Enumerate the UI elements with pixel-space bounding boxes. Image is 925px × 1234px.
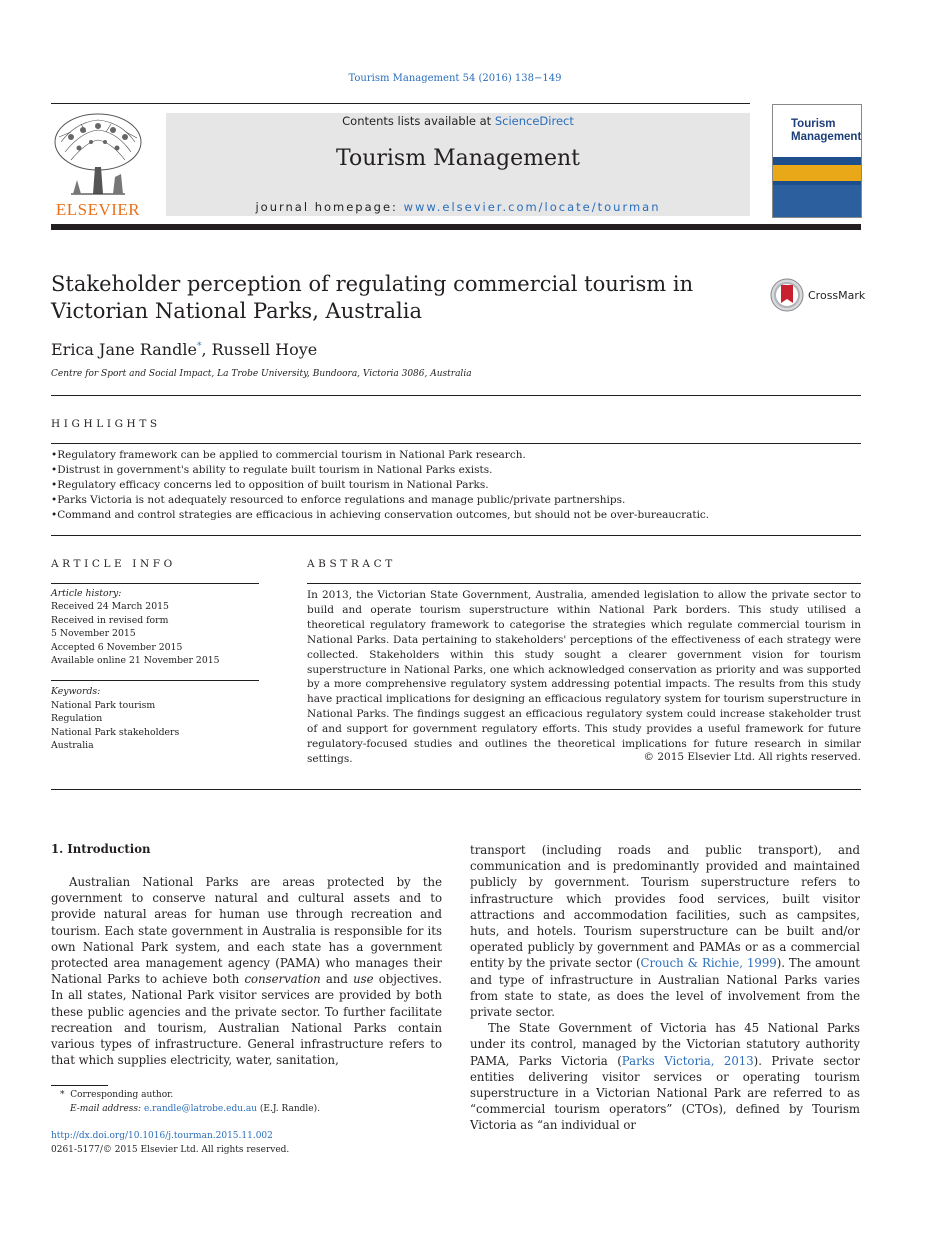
text-run: objectives. In all states, National Park visitor services are provided by both these public agencies and the private sector. To further facilitate recreation and tourism, Australian National Parks contain various types of infrastructure. General infrastructure refers to that which supplies electricity, water, sanitation, [51, 972, 442, 1068]
author-list [51, 340, 317, 359]
rule-below-abstract [51, 789, 861, 790]
header-top-rule [51, 103, 750, 104]
history-line: Received in revised form [51, 614, 169, 626]
article-info-block [51, 587, 259, 752]
email-suffix: (E.J. Randle). [257, 1103, 320, 1114]
abstract-text: In 2013, the Victorian State Government, Australia, amended legislation to allow the private sector to build and operate tourism superstructure within National Park borders. This study utilised a theoretical regulatory framework to categorise the strategies which regulate commercial tourism in National Parks. Data pertaining to stakeholders' perceptions of the effectiveness of each strategy were collected. Stakeholders within this study sought a clearer government vision for tourism superstructure in National Parks, one which acknowledged conservation as priority and was supported by a more comprehensive regulatory system addressing potential impacts. The results from this study have practical implications for designing an efficacious regulatory system for tourism superstructure in National Parks. The findings suggest an efficacious regulatory system could increase stakeholder trust of and support for government regulatory efforts. This study provides a useful framework for future regulatory-focused studies and outlines the theoretical implications for future research in similar settings. [307, 589, 861, 765]
citation-link-crouch[interactable]: Crouch & Richie, 1999 [640, 956, 777, 971]
highlight-item: • Regulatory framework can be applied to commercial tourism in National Park research. [51, 448, 861, 463]
corresponding-author-mark[interactable]: * [196, 341, 202, 352]
journal-citation[interactable]: Tourism Management 54 (2016) 138−149 [348, 73, 562, 84]
keyword: Regulation [51, 713, 103, 725]
body-column-right [470, 842, 860, 1134]
journal-title: Tourism Management [336, 146, 580, 171]
email-label: E-mail address: [70, 1103, 142, 1114]
author-randle[interactable]: Erica Jane Randle [51, 340, 197, 359]
highlight-item: • Regulatory efficacy concerns led to opposition of built tourism in National Parks. [51, 478, 861, 493]
keyword: Australia [51, 740, 94, 752]
text-run: and [320, 972, 354, 987]
keyword: National Park tourism [51, 699, 156, 711]
sciencedirect-link[interactable]: ScienceDirect [494, 114, 574, 128]
intro-paragraph-1 [51, 874, 442, 1068]
footnote [60, 1089, 440, 1116]
highlights-heading: HIGHLIGHTS [51, 418, 161, 430]
author-separator: , [201, 340, 212, 359]
rule-below-highlights-heading [51, 443, 861, 444]
highlights-list [51, 448, 861, 523]
section-heading-introduction: 1. Introduction [51, 842, 151, 856]
affiliation: Centre for Sport and Social Impact, La Trobe University, Bundoora, Victoria 3086, Australia [51, 369, 472, 379]
rule-below-highlights [51, 535, 861, 536]
cover-photo-strip-2 [773, 185, 861, 217]
text-run: The State Government of Victoria has 45 National Parks under its control, managed by the Victorian statutory authority PAMA, Parks Victoria ( [470, 1021, 860, 1068]
cover-title-line1: Tourism [791, 118, 836, 130]
keyword: National Park stakeholders [51, 726, 180, 738]
cover-photo-strip [773, 165, 861, 181]
homepage-prefix: journal homepage: [255, 200, 404, 214]
highlight-item: • Distrust in government's ability to regulate built tourism in National Parks exists. [51, 463, 861, 478]
rule-article-info [51, 583, 259, 584]
keywords-label: Keywords: [51, 686, 101, 698]
history-label: Article history: [51, 588, 122, 599]
highlight-item: • Command and control strategies are efficacious in achieving conservation outcomes, but should not be over-bureaucratic. [51, 508, 861, 523]
abstract-copyright: © 2015 Elsevier Ltd. All rights reserved. [643, 751, 861, 763]
crossmark-label[interactable]: CrossMark [808, 289, 866, 302]
text-run: transport (including roads and public transport), and communication and is predominantly provided and maintained publicly by government. Tourism superstructure refers to infrastructure which provides food services, built visitor attractions and accommodation facilities, such as campsites, huts, and hotels. Tourism superstructure can be built and/or operated publicly by government and PAMAs or as a commercial entity by the private sector ( [470, 843, 860, 971]
contents-prefix: Contents lists available at [342, 114, 495, 128]
history-line: 5 November 2015 [51, 628, 136, 640]
elsevier-wordmark: ELSEVIER [55, 200, 141, 219]
email-line [60, 1103, 440, 1117]
rule-above-highlights [51, 395, 861, 396]
history-line: Accepted 6 November 2015 [51, 641, 183, 653]
citation-link-parks-victoria[interactable]: Parks Victoria, 2013 [621, 1053, 754, 1068]
article-title: Stakeholder perception of regulating commercial tourism in Victorian National Parks, Australia [51, 272, 694, 323]
doi-link[interactable]: http://dx.doi.org/10.1016/j.tourman.2015.11.002 [51, 1131, 273, 1141]
body-column-left [51, 874, 442, 1068]
text-run: Australian National Parks are areas protected by the government to conserve natural and cultural assets and to provide natural areas for human use through recreation and tourism. Each state government in Australia is responsible for its own National Park system, and each state has a government protected area management agency (PAMA) who manages their National Parks to achieve both [51, 875, 442, 987]
author-hoye[interactable]: Russell Hoye [211, 340, 318, 359]
intro-paragraph-1-cont [470, 842, 860, 1020]
rule-abstract [307, 583, 861, 584]
footnote-mark: * [60, 1090, 65, 1100]
header-thick-rule [51, 224, 861, 230]
history-line: Available online 21 November 2015 [51, 655, 220, 667]
footnote-text: Corresponding author. [70, 1090, 174, 1100]
homepage-line [166, 200, 750, 214]
text-run: ). Private sector entities delivering visitor services or operating tourism superstructure in a Victorian National Park are referred to as “commercial tourism operators” (CTOs), defined by Tourism Victoria as “an individual or [470, 1053, 860, 1133]
highlight-item: • Parks Victoria is not adequately resourced to enforce regulations and manage public/private partnerships. [51, 493, 861, 508]
text-run: use [353, 972, 374, 987]
abstract-heading: ABSTRACT [307, 558, 396, 570]
footnote-line [60, 1089, 440, 1103]
cover-title-line2: Management [791, 131, 862, 143]
email-link[interactable]: e.randle@latrobe.edu.au [143, 1103, 258, 1114]
cover-title [791, 118, 861, 144]
history-line: Received 24 March 2015 [51, 601, 169, 613]
text-run: ). The amount and type of infrastructure in Australian National Parks varies from state to state, as does the level of involvement from the private sector. [470, 956, 860, 1020]
text-run: conservation [244, 972, 321, 987]
journal-cover-image[interactable] [772, 104, 862, 218]
contents-line [166, 114, 750, 128]
intro-paragraph-2 [470, 1020, 860, 1133]
article-info-heading: ARTICLE INFO [51, 558, 176, 570]
issn-copyright: 0261-5177/© 2015 Elsevier Ltd. All rights reserved. [51, 1145, 290, 1155]
rule-keywords [51, 680, 259, 681]
footnote-rule [51, 1085, 108, 1086]
homepage-link[interactable]: www.elsevier.com/locate/tourman [403, 200, 661, 214]
